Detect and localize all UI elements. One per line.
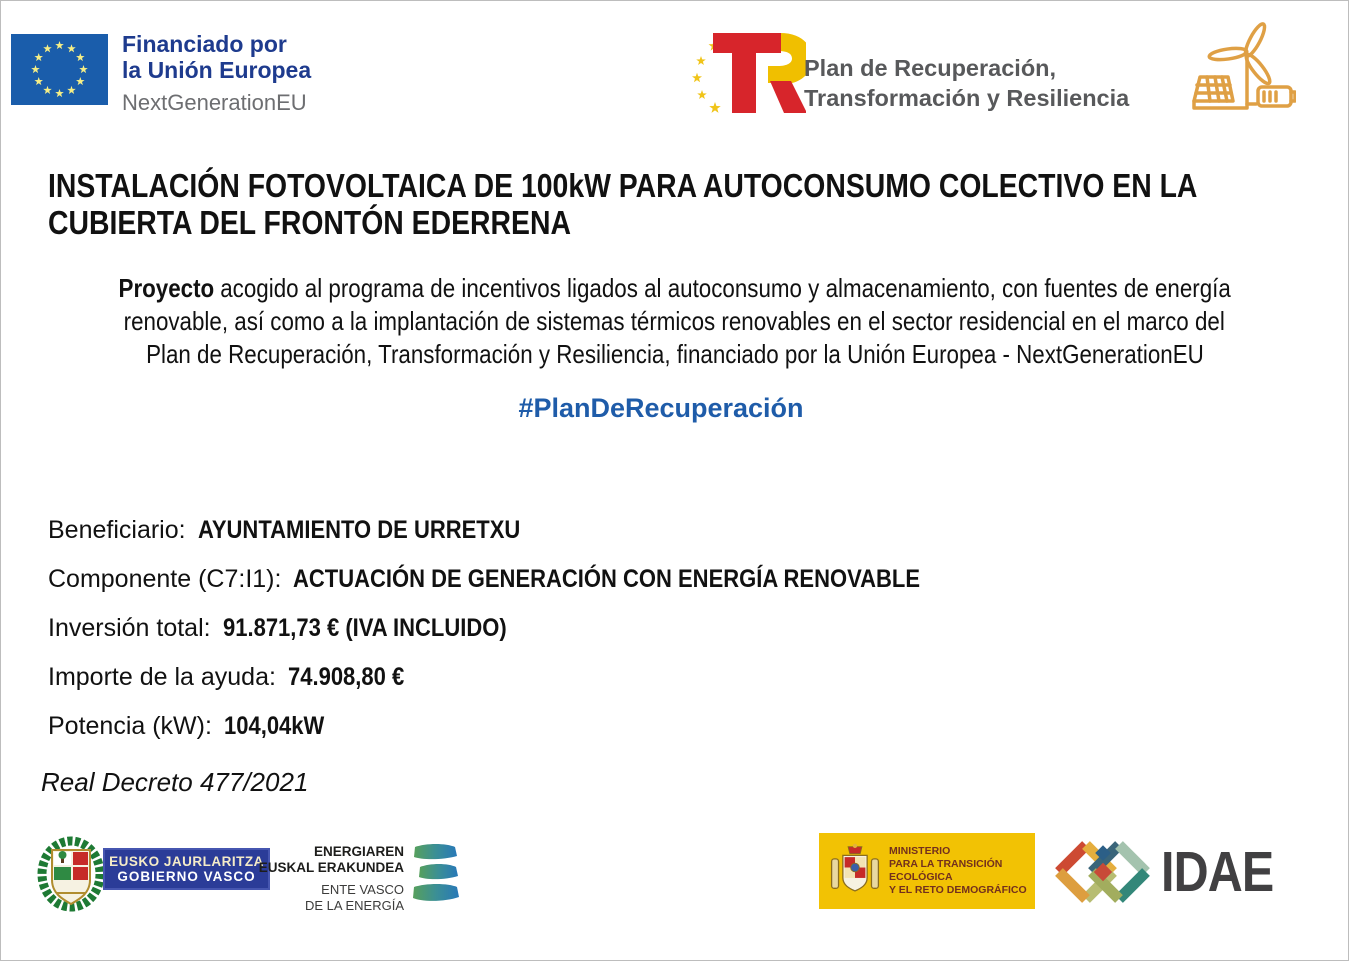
basque-coat-of-arms-icon: [37, 833, 109, 913]
spain-coat-of-arms-icon: [829, 841, 881, 901]
eve-spanish-line2: DE LA ENERGÍA: [305, 898, 404, 913]
plan-recuperacion-label: [804, 53, 1129, 113]
plan-line2: Transformación y Resiliencia: [804, 85, 1130, 111]
detail-value: 104,04kW: [223, 712, 325, 740]
detail-value: 91.871,73 € (IVA INCLUIDO): [222, 614, 507, 642]
detail-row-componente: [48, 565, 1006, 614]
nextgeneu-label: NextGenerationEU: [122, 90, 307, 115]
detail-value: AYUNTAMIENTO DE URRETXU: [197, 516, 520, 544]
eusko-jaurlaritza-label: EUSKO JAURLARITZA: [109, 854, 264, 869]
detail-row-importe: [48, 663, 1006, 712]
idae-wordmark: IDAE: [1161, 840, 1274, 904]
eve-spanish-line1: ENTE VASCO: [321, 882, 404, 897]
detail-row-potencia: [48, 712, 1006, 761]
detail-label: Componente (C7:I1):: [48, 565, 282, 593]
detail-row-inversion: [48, 614, 1006, 663]
eve-labels: [256, 844, 404, 914]
idae-logo-icon: [1052, 834, 1158, 910]
detail-row-beneficiario: [48, 516, 1006, 565]
intro-line2: renovable, así como a la implantación de sistemas térmicos renovables en el sector residencial en el marco del: [123, 306, 1226, 336]
intro-line3: Plan de Recuperación, Transformación y Resiliencia, financiado por la Unión Europea - NextGenerationEU: [145, 339, 1204, 369]
detail-label: Potencia (kW):: [48, 712, 212, 740]
detail-label: Beneficiario:: [48, 516, 186, 544]
detail-label: Inversión total:: [48, 614, 211, 642]
project-description: [1, 272, 1348, 371]
detail-value: 74.908,80 €: [287, 663, 405, 691]
plan-line1: Plan de Recuperación,: [804, 55, 1057, 81]
intro-line1: acogido al programa de incentivos ligados al autoconsumo y almacenamiento, con fuentes de energía: [220, 273, 1231, 303]
real-decreto-reference: Real Decreto 477/2021: [41, 767, 309, 797]
ministry-logo: [819, 833, 1035, 909]
gobierno-vasco-label: GOBIERNO VASCO: [117, 869, 256, 884]
ministry-line1: MINISTERIO: [889, 845, 951, 857]
detail-label: Importe de la ayuda:: [48, 663, 276, 691]
eve-basque-line1: ENERGIAREN: [313, 844, 404, 859]
prtr-logo-icon: [684, 21, 806, 125]
basque-government-banner: [103, 848, 270, 890]
detail-value: ACTUACIÓN DE GENERACIÓN CON ENERGÍA RENOVABLE: [293, 565, 921, 593]
eve-logo-icon: [410, 844, 460, 908]
title-line2: CUBIERTA DEL FRONTÓN EDERRENA: [48, 204, 571, 241]
ministry-line3: Y EL RETO DEMOGRÁFICO: [889, 884, 1027, 896]
eu-funding-label: [122, 31, 311, 116]
intro-bold-word: Proyecto: [118, 273, 215, 303]
project-details: [48, 516, 1006, 761]
title-line1: INSTALACIÓN FOTOVOLTAICA DE 100kW PARA AUTOCONSUMO COLECTIVO EN LA: [48, 167, 1198, 204]
eu-funding-line2: la Unión Europea: [122, 57, 312, 83]
eu-flag-icon: [11, 34, 108, 105]
ministry-name: [889, 845, 1035, 897]
page-title: [48, 167, 1349, 241]
renewable-energy-icon: [1184, 19, 1296, 121]
ministry-line2: PARA LA TRANSICIÓN ECOLÓGICA: [889, 858, 1003, 883]
eve-basque-line2: EUSKAL ERAKUNDEA: [258, 860, 404, 875]
hashtag-plan-de-recuperacion: #PlanDeRecuperación: [518, 393, 804, 423]
eu-funding-line1: Financiado por: [122, 31, 287, 57]
